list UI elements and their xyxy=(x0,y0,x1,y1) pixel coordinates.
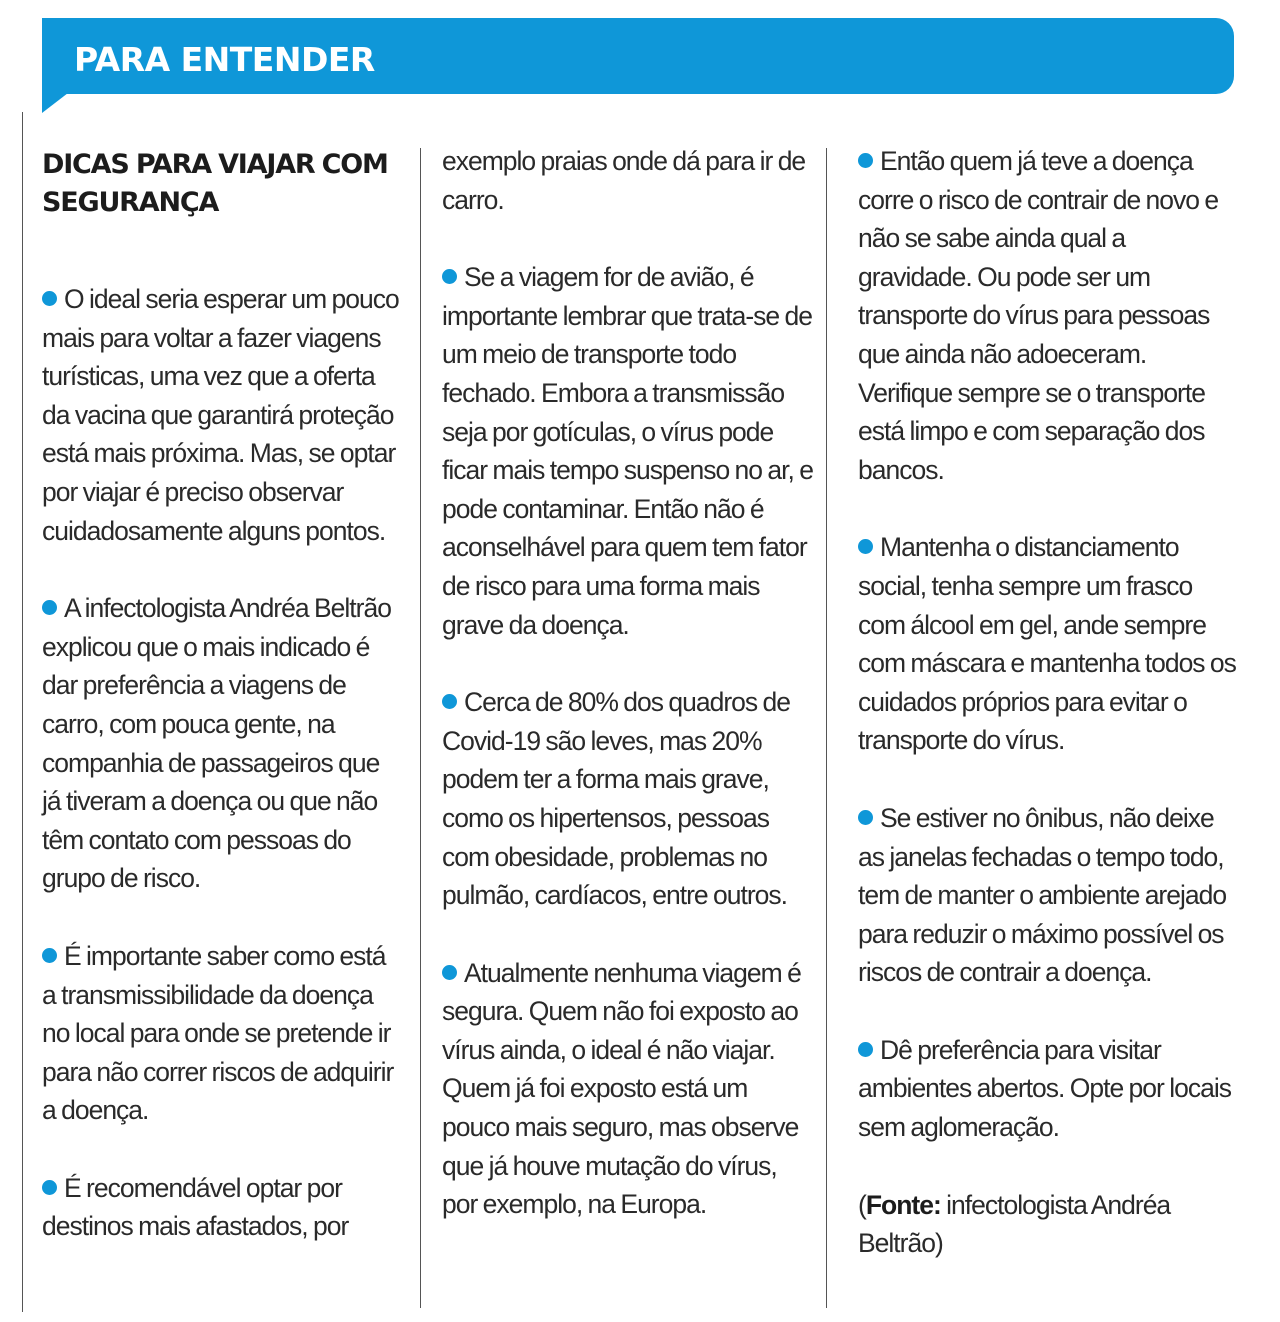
tip-item: Se a viagem for de avião, é importante lembrar que trata-se de um meio de transporte todo fechado. Embora a transmissão seja por gotículas, o vírus pode ficar mais tempo suspenso no ar, e pode contaminar. Então não é aconselhável para quem tem fator de risco para uma forma mais grave da doença. xyxy=(442,262,813,640)
tip-item: Então quem já teve a doença corre o risco de contrair de novo e não se sabe ainda qual a gravidade. Ou pode ser um transporte do vírus para pessoas que ainda não adoeceram. Verifique sempre se o transporte está limpo e com separação dos bancos. xyxy=(858,146,1219,485)
tip-item: Dê preferência para visitar ambientes abertos. Opte por locais sem aglomeração. xyxy=(858,1034,1231,1143)
column-divider-1 xyxy=(420,148,421,1308)
bullet-icon xyxy=(858,153,873,168)
bullet-icon xyxy=(858,1042,873,1057)
bullet-icon xyxy=(42,600,57,615)
tip-item: O ideal seria esperar um pouco mais para voltar a fazer viagens turísticas, uma vez que a oferta da vacina que garantirá proteção está mais próxima. Mas, se optar por viajar é preciso observar cuidadosamente alguns pontos. xyxy=(42,284,399,546)
source-label: Fonte: xyxy=(865,1189,941,1220)
column-divider-left xyxy=(22,112,23,1312)
section-title: PARA ENTENDER xyxy=(74,40,375,79)
bullet-icon xyxy=(42,1180,57,1195)
bullet-icon xyxy=(442,269,457,284)
tip-item: Mantenha o distanciamento social, tenha sempre um frasco com álcool em gel, ande sempre com máscara e mantenha todos os cuidados próprios para evitar o transporte do vírus. xyxy=(858,532,1236,756)
text-column-1 xyxy=(42,142,402,1246)
tip-item: Se estiver no ônibus, não deixe as janelas fechadas o tempo todo, tem de manter o ambiente arejado para reduzir o máximo possível os riscos de contrair a doença. xyxy=(858,802,1227,988)
bullet-icon xyxy=(442,694,457,709)
bullet-icon xyxy=(442,965,457,980)
column-divider-2 xyxy=(826,148,827,1308)
tip-item: A infectologista Andréa Beltrão explicou que o mais indicado é dar preferência a viagens de carro, com pouca gente, na companhia de passageiros que já tiveram a doença ou que não têm contato com pessoas do grupo de risco. xyxy=(42,593,391,894)
bullet-icon xyxy=(858,810,873,825)
tip-item: É recomendável optar por destinos mais afastados, por xyxy=(42,1172,349,1242)
tip-item: Cerca de 80% dos quadros de Covid-19 são leves, mas 20% podem ter a forma mais grave, como os hipertensos, pessoas com obesidade, problemas no pulmão, cardíacos, entre outros. xyxy=(442,687,790,911)
tip-item: Atualmente nenhuma viagem é segura. Quem não foi exposto ao vírus ainda, o ideal é não viajar. Quem já foi exposto está um pouco mais seguro, mas observe que já houve mutação do vírus, por exemplo, na Europa. xyxy=(442,957,801,1220)
text-column-2 xyxy=(442,142,814,1224)
tip-item: É importante saber como está a transmissibilidade da doença no local para onde se pretende ir para não correr riscos de adquirir a doença. xyxy=(42,940,394,1126)
source-credit: (Fonte: infectologista Andréa Beltrão) xyxy=(858,1189,1171,1259)
article-heading: DICAS PARA VIAJAR COM SEGURANÇA xyxy=(42,149,388,218)
tip-item-continued: exemplo praias onde dá para ir de carro. xyxy=(442,146,806,215)
text-column-3 xyxy=(858,142,1238,1263)
bullet-icon xyxy=(858,539,873,554)
header-banner-tab xyxy=(42,93,68,113)
bullet-icon xyxy=(42,948,57,963)
bullet-icon xyxy=(42,291,57,306)
